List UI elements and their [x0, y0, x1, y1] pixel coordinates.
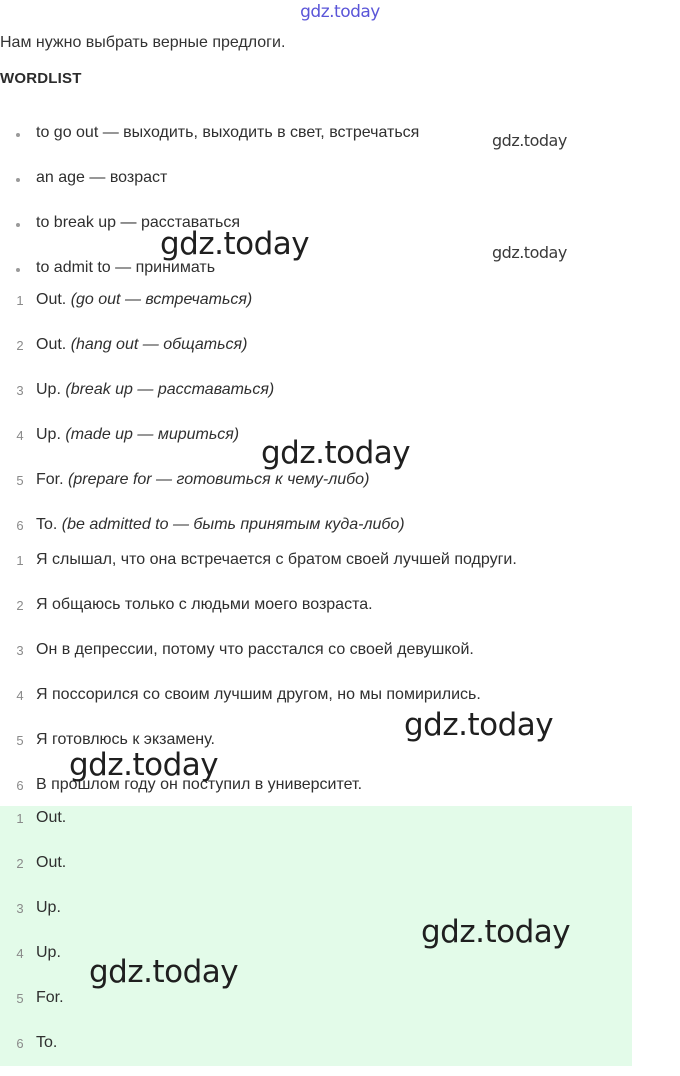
translation-text: Я готовлюсь к экзамену. [36, 731, 215, 748]
item-number: 1 [16, 293, 24, 308]
final-answer-text: Up. [36, 899, 61, 916]
answer-text: For. [36, 471, 64, 488]
item-number: 6 [16, 518, 24, 533]
translation-text: В прошлом году он поступил в университет. [36, 776, 363, 793]
answer-note: (prepare for — готовиться к чему-либо) [68, 471, 370, 488]
list-item [0, 986, 632, 1031]
watermark: gdz.today [160, 226, 310, 262]
answer-text: Up. [36, 381, 61, 398]
watermark: gdz.today [421, 914, 571, 950]
list-item [0, 806, 632, 851]
wordlist-heading: WORDLIST [0, 70, 82, 87]
answer-note: (go out — встречаться) [70, 291, 253, 308]
list-item [0, 1031, 632, 1076]
final-answer-text: Out. [36, 809, 67, 826]
wordlist-item-text: to admit to — принимать [36, 259, 216, 276]
watermark: gdz.today [492, 131, 567, 150]
bullet-icon [16, 133, 20, 137]
translation-text: Я поссорился со своим лучшим другом, но мы помирились. [36, 686, 481, 703]
item-number: 4 [16, 946, 24, 961]
item-number: 5 [16, 473, 24, 488]
answer-text: Out. [36, 291, 67, 308]
item-number: 5 [16, 733, 24, 748]
item-number: 3 [16, 901, 24, 916]
item-number: 3 [16, 383, 24, 398]
watermark: gdz.today [492, 243, 567, 262]
answer-note: (be admitted to — быть принятым куда-либо) [61, 516, 405, 533]
intro-text: Нам нужно выбрать верные предлоги. [0, 34, 286, 51]
item-number: 5 [16, 991, 24, 1006]
final-answer-text: Up. [36, 944, 61, 961]
final-answer-text: Out. [36, 854, 67, 871]
answer-note: (break up — расставаться) [65, 381, 275, 398]
watermark: gdz.today [261, 435, 411, 471]
item-number: 1 [16, 811, 24, 826]
bullet-icon [16, 223, 20, 227]
list-item [0, 851, 632, 896]
answer-text: Out. [36, 336, 67, 353]
wordlist-item-text: an age — возраст [36, 169, 168, 186]
answer-text: Up. [36, 426, 61, 443]
translation-text: Я общаюсь только с людьми моего возраста. [36, 596, 373, 613]
translation-text: Он в депрессии, потому что расстался со своей девушкой. [36, 641, 474, 658]
final-answer-text: For. [36, 989, 64, 1006]
wordlist-item-text: to break up — расставаться [36, 214, 240, 231]
item-number: 4 [16, 688, 24, 703]
item-number: 6 [16, 1036, 24, 1051]
item-number: 4 [16, 428, 24, 443]
list-item [0, 941, 632, 986]
watermark: gdz.today [89, 954, 239, 990]
watermark: gdz.today [404, 707, 554, 743]
answer-text: To. [36, 516, 58, 533]
answer-note: (made up — мириться) [65, 426, 240, 443]
answer-note: (hang out — общаться) [70, 336, 248, 353]
bullet-icon [16, 268, 20, 272]
final-answer-text: To. [36, 1034, 58, 1051]
item-number: 2 [16, 856, 24, 871]
item-number: 1 [16, 553, 24, 568]
bullet-icon [16, 178, 20, 182]
item-number: 2 [16, 338, 24, 353]
site-header-logo[interactable]: gdz.today [300, 2, 380, 22]
watermark: gdz.today [69, 747, 219, 783]
translation-text: Я слышал, что она встречается с братом своей лучшей подруги. [36, 551, 517, 568]
list-item [0, 896, 632, 941]
wordlist-item-text: to go out — выходить, выходить в свет, встречаться [36, 124, 420, 141]
final-answers-block [0, 806, 632, 1066]
item-number: 3 [16, 643, 24, 658]
item-number: 2 [16, 598, 24, 613]
item-number: 6 [16, 778, 24, 793]
